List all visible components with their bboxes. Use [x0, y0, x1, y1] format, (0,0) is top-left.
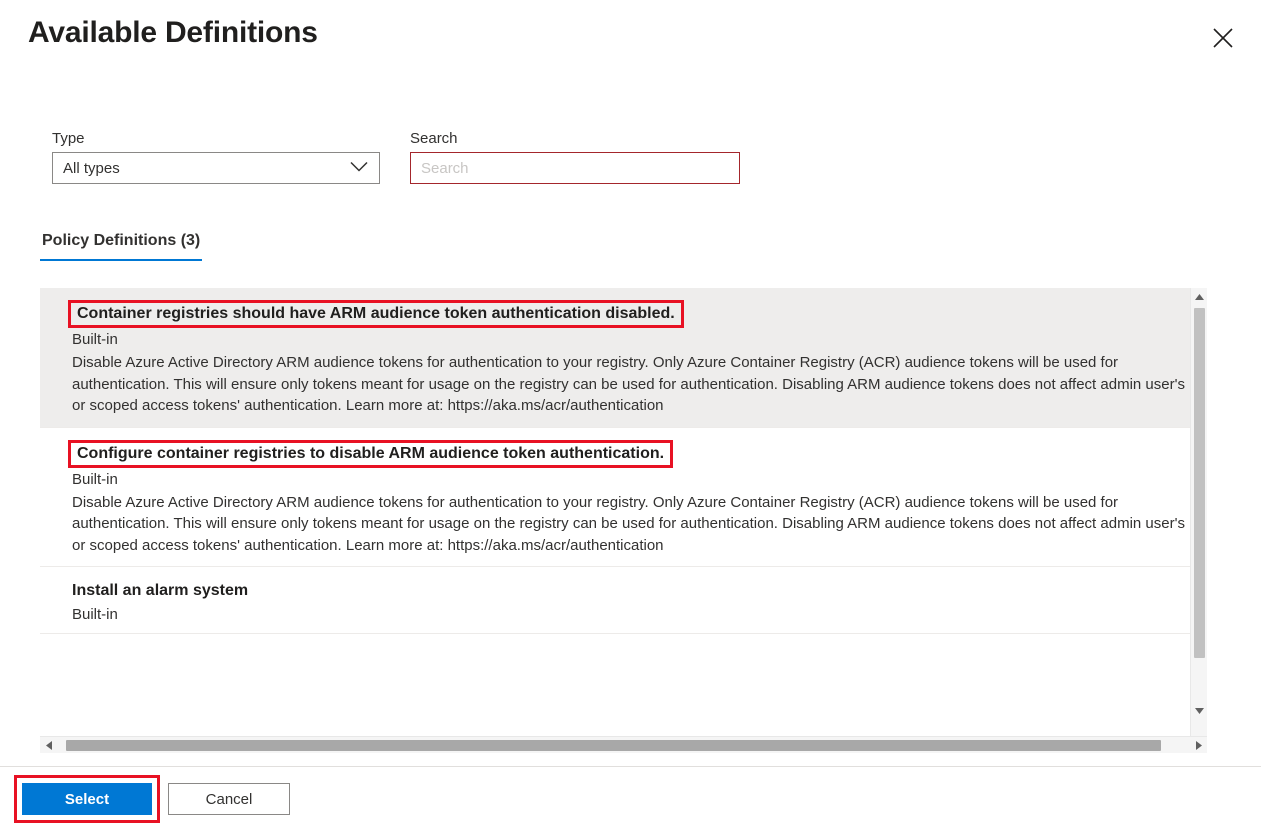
page-title: Available Definitions — [28, 16, 318, 49]
vertical-scrollbar[interactable] — [1190, 288, 1207, 736]
caret-left-icon[interactable] — [40, 737, 57, 754]
search-input[interactable] — [410, 152, 740, 184]
list-item[interactable] — [40, 428, 1207, 568]
search-filter-label: Search — [410, 130, 458, 147]
list-item-subtitle: Built-in — [72, 470, 118, 488]
list-item-title: Container registries should have ARM audience token authentication disabled. — [68, 300, 684, 328]
caret-down-icon[interactable] — [1191, 702, 1208, 719]
list-item-subtitle: Built-in — [72, 331, 118, 348]
cancel-button[interactable]: Cancel — [168, 783, 290, 815]
type-filter-value: All types — [63, 159, 120, 177]
list-item-title: Install an alarm system — [72, 582, 249, 599]
list-item-description: Disable Azure Active Directory ARM audience tokens for authentication to your registry. Only Azure Container Registry (ACR) audience tokens will be used for authentication. This will ensure only tokens meant for usage on the registry can be used for authentication. Disabling ARM audience tokens does not affect admin user's or scoped access tokens' authentication. Learn more at: https://aka.ms/acr/authentication — [72, 354, 1185, 414]
type-filter-select[interactable] — [52, 152, 380, 184]
horizontal-scrollbar[interactable] — [40, 736, 1207, 753]
list-item[interactable] — [40, 567, 1207, 634]
type-filter-label: Type — [52, 130, 85, 147]
tab-bar — [40, 232, 202, 261]
vertical-scrollbar-thumb[interactable] — [1194, 308, 1205, 658]
list-item-subtitle: Built-in — [72, 606, 118, 623]
definitions-list — [40, 288, 1226, 736]
dialog-footer — [0, 766, 1261, 828]
list-item-title: Configure container registries to disable ARM audience token authentication. — [68, 440, 673, 468]
horizontal-scrollbar-thumb[interactable] — [66, 740, 1161, 751]
list-item[interactable] — [40, 288, 1207, 428]
filter-row — [52, 130, 1261, 194]
list-item-description: Disable Azure Active Directory ARM audience tokens for authentication to your registry. Only Azure Container Registry (ACR) audience tokens will be used for authentication. This will ensure only tokens meant for usage on the registry can be used for authentication. Disabling ARM audience tokens does not affect admin user's or scoped access tokens' authentication. Learn more at: https://aka.ms/acr/authentication — [72, 493, 1185, 554]
panel-header — [0, 0, 1261, 76]
search-filter — [410, 130, 740, 184]
select-button[interactable]: Select — [22, 783, 152, 815]
type-filter — [52, 130, 380, 184]
close-icon — [1212, 27, 1234, 49]
chevron-down-icon — [349, 160, 369, 177]
tab-policy-definitions[interactable]: Policy Definitions (3) — [40, 232, 202, 261]
caret-right-icon[interactable] — [1190, 737, 1207, 754]
definitions-list-viewport — [40, 288, 1207, 718]
caret-up-icon[interactable] — [1191, 288, 1208, 305]
close-button[interactable] — [1205, 20, 1241, 56]
